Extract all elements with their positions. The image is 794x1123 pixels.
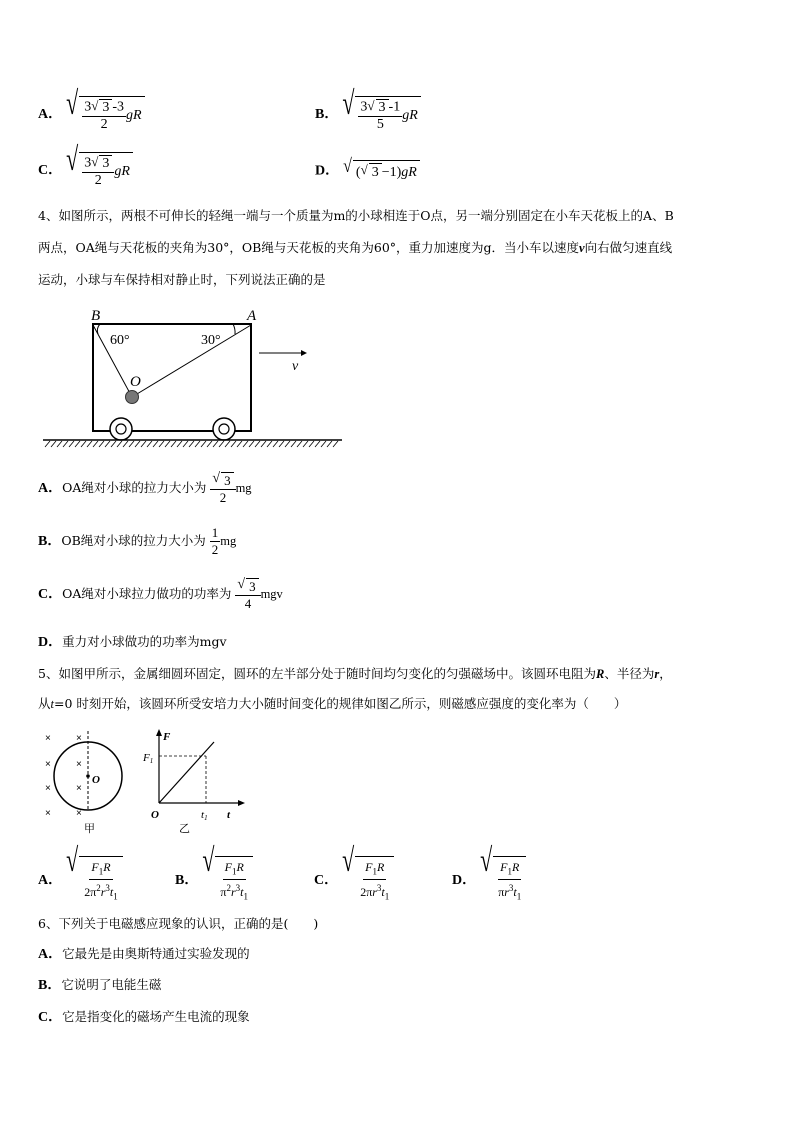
option-label: D．: [315, 163, 340, 179]
q3-option-a: [38, 83, 145, 133]
svg-text:×: ×: [45, 783, 51, 794]
q5-option-d: D． √ $\frac{F_1R}{\pi r^3t_1}$: [452, 856, 526, 905]
q5-stem-line2: 从t=0 时刻开始，该圆环所受安培力大小随时间变化的规律如图乙所示，则磁感应强度的变化率为（ ）: [38, 696, 627, 711]
q6-option-c: C．它是指变化的磁场产生电流的现象: [38, 1009, 250, 1025]
q3-option-c: [38, 139, 133, 189]
wheel-right: [213, 418, 235, 440]
label-o: O: [130, 374, 141, 390]
sqrt-expression: √ 3 √ 3 -1 5 gR: [342, 96, 420, 133]
angle-arc-a: [233, 324, 235, 334]
svg-text:O: O: [151, 809, 159, 821]
svg-text:×: ×: [76, 733, 82, 744]
svg-text:×: ×: [76, 808, 82, 819]
q3-option-b: [315, 83, 421, 133]
svg-text:×: ×: [76, 783, 82, 794]
q5-option-a: A． √ $\frac{F_1R}{2\pi^2r^3t_1}$: [38, 856, 123, 905]
q6-option-a: A．它最先是由奥斯特通过实验发现的: [38, 946, 250, 962]
arrowhead: [301, 350, 307, 356]
q5-stem-line1: 5、如图甲所示，金属细圆环固定，圆环的左半部分处于随时间均匀变化的匀强磁场中。该圆环电阻为R、半径为r，: [38, 666, 672, 681]
svg-text:t: t: [227, 809, 231, 821]
q4-option-d: D．重力对小球做功的功率为mgv: [38, 634, 227, 650]
cart-figure: [40, 305, 350, 450]
q6-stem: 6、下列关于电磁感应现象的认识，正确的是( ): [38, 916, 319, 931]
ball: [126, 391, 139, 404]
field-crosses: [45, 733, 82, 819]
q4-option-b: B．OB绳对小球的拉力大小为 $\frac{1}{2}$ mg: [38, 525, 237, 557]
svg-text:F1: F1: [143, 752, 154, 765]
angle-30: 30°: [201, 333, 221, 348]
q4-option-c: C．OA绳对小球拉力做功的功率为 √ 3 4 mgv: [38, 576, 283, 611]
q5-option-b: B． √ $\frac{F_1R}{\pi^2r^3t_1}$: [175, 856, 253, 905]
label-a: A: [247, 308, 257, 324]
wheel-left: [110, 418, 132, 440]
svg-text:t1: t1: [201, 809, 208, 822]
angle-arc-b: [97, 324, 100, 334]
svg-text:×: ×: [45, 808, 51, 819]
svg-text:F: F: [163, 731, 171, 743]
ground-hatch: [45, 441, 338, 447]
svg-text:乙: 乙: [179, 822, 190, 835]
figure-yi: [140, 728, 250, 838]
q6-option-b: B．它说明了电能生磁: [38, 977, 162, 993]
label-v: v: [292, 359, 299, 374]
figure-jia: [40, 728, 130, 838]
svg-text:×: ×: [45, 733, 51, 744]
q4-stem-line2: 两点，OA绳与天花板的夹角为30°，OB绳与天花板的夹角为60°，重力加速度为g．当小车以速度v向右做匀速直线: [38, 240, 673, 255]
option-label: C．: [38, 163, 63, 178]
sqrt-expression: √ 3 √ 3 -3 2 gR: [66, 96, 144, 133]
rope-oa: [132, 325, 251, 397]
q4-stem-line3: 运动，小球与车保持相对静止时，下列说法正确的是: [38, 272, 326, 287]
q5-option-c: C． √ $\frac{F_1R}{2\pi r^3t_1}$: [314, 856, 394, 905]
svg-text:×: ×: [76, 759, 82, 770]
q3-option-d: [315, 156, 420, 182]
q4-stem-line1: 4、如图所示，两根不可伸长的轻绳一端与一个质量为m的小球相连于O点，另一端分别固定在小车天花板上的A、B: [38, 208, 674, 223]
center-dot: [86, 774, 90, 778]
sqrt-expression: √ ( √ 3 −1) gR: [343, 160, 420, 182]
svg-text:甲: 甲: [84, 822, 95, 835]
option-label: A．: [38, 107, 63, 122]
sqrt-expression: √ 3 √ 3 2 gR: [66, 152, 133, 189]
q4-option-a: A．OA绳对小球的拉力大小为 √ 3 2 mg: [38, 470, 252, 505]
label-b: B: [91, 308, 101, 324]
option-label: B．: [315, 107, 339, 122]
angle-60: 60°: [110, 333, 130, 348]
svg-text:O: O: [92, 774, 100, 786]
svg-text:×: ×: [45, 759, 51, 770]
